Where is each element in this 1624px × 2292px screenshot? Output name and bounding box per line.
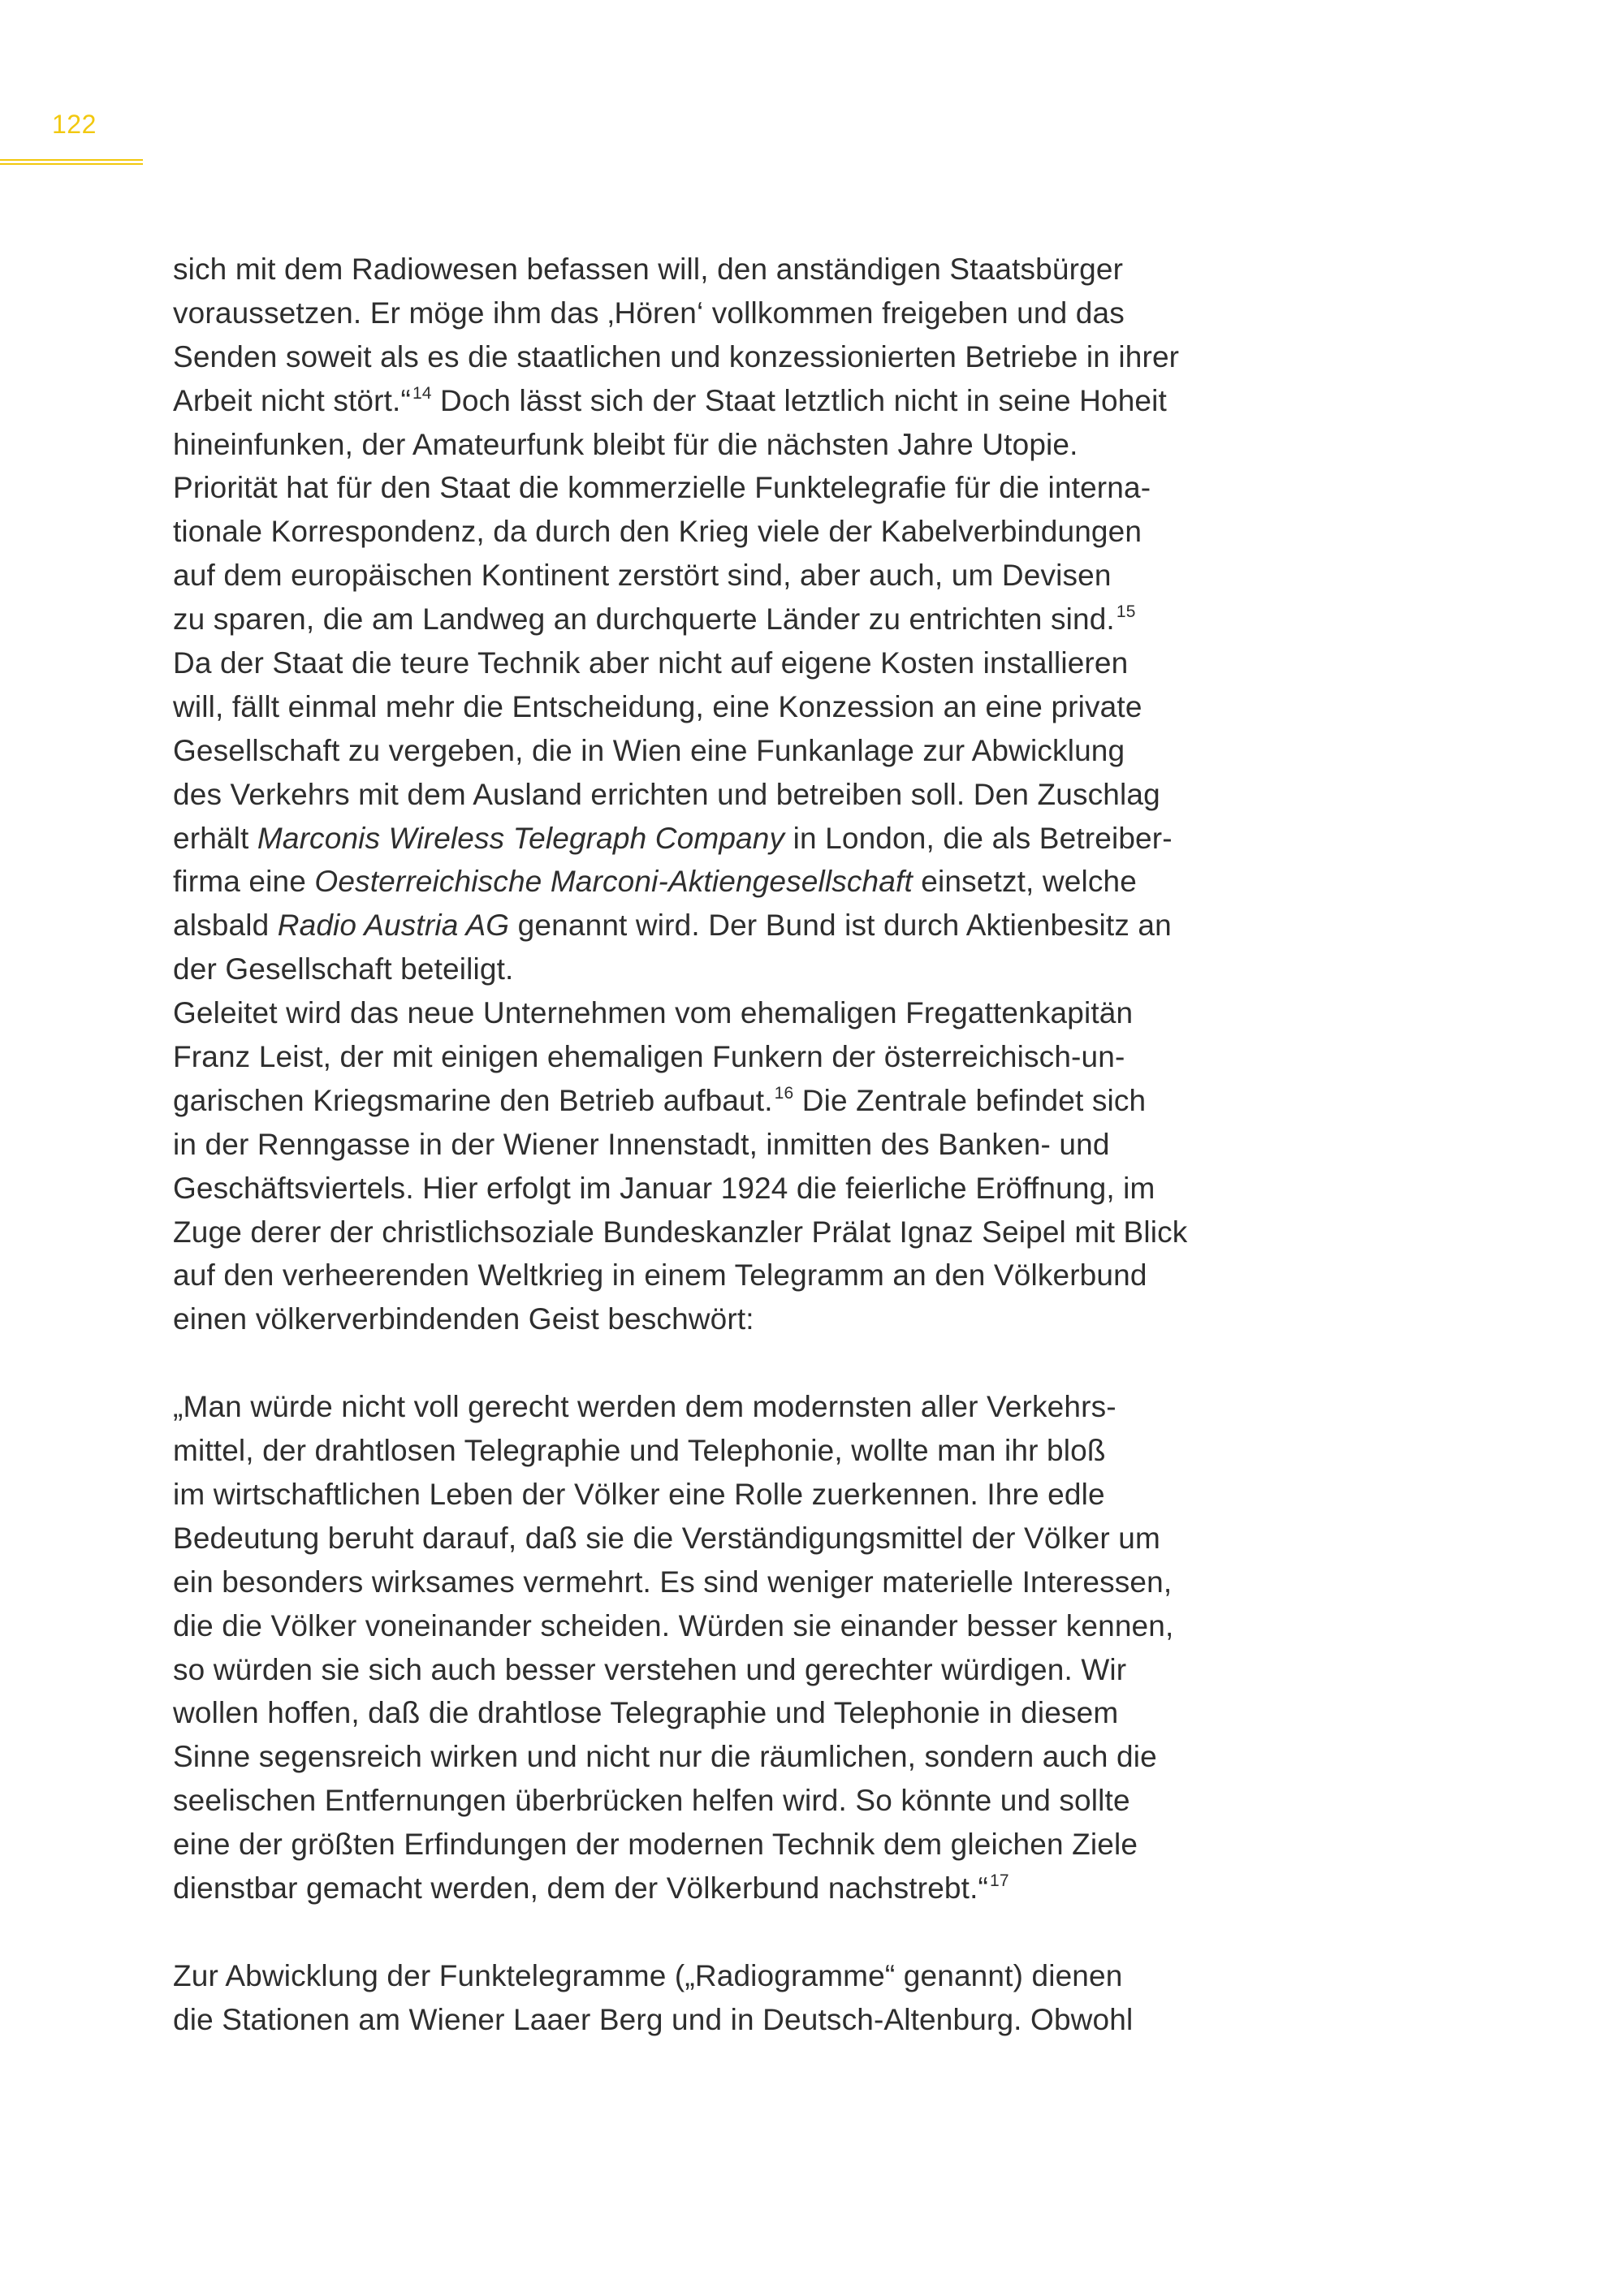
text-run: Da der Staat die teure Technik aber nicht auf eigene Kosten installieren	[173, 646, 1129, 680]
text-run: eine der größten Erfindungen der modernen Technik dem gleichen Ziele	[173, 1828, 1138, 1862]
text-line	[173, 1691, 1310, 1735]
text-run: Senden soweit als es die staatlichen und konzessionierten Betriebe in ihrer	[173, 339, 1180, 373]
text-run: hineinfunken, der Amateurfunk bleibt für die nächsten Jahre Utopie.	[173, 427, 1078, 461]
text-run: Bedeutung beruht darauf, daß sie die Verständigungsmittel der Völker um	[173, 1521, 1160, 1555]
text-line	[173, 1035, 1310, 1079]
text-run: Franz Leist, der mit einigen ehemaligen Funkern der österreichisch-un-	[173, 1040, 1125, 1074]
body-text	[173, 248, 1310, 2042]
text-run: Priorität hat für den Staat die kommerzielle Funktelegrafie für die interna-	[173, 471, 1151, 505]
text-run: einen völkerverbindenden Geist beschwört:	[173, 1302, 754, 1336]
text-line	[173, 1297, 1310, 1341]
text-line	[173, 729, 1310, 773]
text-run: Gesellschaft zu vergeben, die in Wien eine Funkanlage zur Abwicklung	[173, 733, 1125, 767]
text-run: einsetzt, welche	[912, 865, 1137, 899]
text-run: Arbeit nicht stört.“	[173, 383, 411, 417]
text-line	[173, 423, 1310, 467]
text-line	[173, 641, 1310, 685]
text-run: Zuge derer der christlichsoziale Bundeskanzler Prälat Ignaz Seipel mit Blick	[173, 1215, 1188, 1249]
text-line	[173, 1998, 1310, 2042]
text-line	[173, 1954, 1310, 1998]
text-line	[173, 1867, 1310, 1910]
text-run: garischen Kriegsmarine den Betrieb aufbaut.	[173, 1083, 773, 1117]
text-line	[173, 598, 1310, 641]
text-line	[173, 860, 1310, 904]
text-line	[173, 685, 1310, 729]
text-line	[173, 335, 1310, 379]
text-run: des Verkehrs mit dem Ausland errichten und betreiben soll. Den Zuschlag	[173, 777, 1160, 811]
text-run: in der Renngasse in der Wiener Innenstadt, inmitten des Banken- und	[173, 1127, 1110, 1161]
text-line	[173, 1560, 1310, 1604]
text-line	[173, 1473, 1310, 1517]
text-run: „Man würde nicht voll gerecht werden dem modernsten aller Verkehrs-	[173, 1390, 1116, 1424]
text-line	[173, 248, 1310, 291]
text-run: der Gesellschaft beteiligt.	[173, 952, 514, 986]
text-run: mittel, der drahtlosen Telegraphie und Telephonie, wollte man ihr bloß	[173, 1434, 1106, 1468]
footnote-marker[interactable]: 16	[774, 1083, 794, 1103]
footnote-marker[interactable]: 17	[990, 1871, 1009, 1890]
text-line	[173, 1079, 1310, 1123]
text-run: die Stationen am Wiener Laaer Berg und in Deutsch-Altenburg. Obwohl	[173, 2002, 1134, 2036]
text-line	[173, 904, 1310, 947]
text-run: im wirtschaftlichen Leben der Völker eine Rolle zuerkennen. Ihre edle	[173, 1477, 1105, 1511]
footnote-marker[interactable]: 15	[1116, 602, 1136, 622]
text-line	[173, 1735, 1310, 1779]
paragraph	[173, 248, 1310, 1341]
footnote-marker[interactable]: 14	[412, 383, 432, 403]
text-run: wollen hoffen, daß die drahtlose Telegraphie und Telephonie in diesem	[173, 1696, 1119, 1730]
paragraph-gap	[173, 1341, 1310, 1385]
text-line	[173, 379, 1310, 423]
page-number: 122	[52, 110, 97, 139]
text-line	[173, 554, 1310, 598]
text-run: will, fällt einmal mehr die Entscheidung, eine Konzession an eine private	[173, 689, 1142, 723]
italic-title: Marconis Wireless Telegraph Company	[257, 821, 785, 855]
text-run: ein besonders wirksames vermehrt. Es sind weniger materielle Interessen,	[173, 1565, 1173, 1599]
text-line	[173, 1779, 1310, 1823]
text-run: auf dem europäischen Kontinent zerstört sind, aber auch, um Devisen	[173, 559, 1112, 593]
text-run: Die Zentrale befindet sich	[793, 1083, 1147, 1117]
text-line	[173, 510, 1310, 554]
text-run: genannt wird. Der Bund ist durch Aktienbesitz an	[509, 909, 1172, 943]
text-line	[173, 1254, 1310, 1297]
italic-title: Radio Austria AG	[277, 909, 510, 943]
text-run: firma eine	[173, 865, 315, 899]
text-line	[173, 1385, 1310, 1429]
paragraph-gap	[173, 1910, 1310, 1954]
text-line	[173, 466, 1310, 510]
text-run: Doch lässt sich der Staat letztlich nicht in seine Hoheit	[431, 383, 1167, 417]
text-run: so würden sie sich auch besser verstehen und gerechter würdigen. Wir	[173, 1652, 1127, 1686]
text-line	[173, 1517, 1310, 1560]
text-line	[173, 1823, 1310, 1867]
text-line	[173, 1167, 1310, 1211]
page-number-rule	[0, 159, 143, 165]
text-run: seelischen Entfernungen überbrücken helfen wird. So könnte und sollte	[173, 1784, 1130, 1818]
text-line	[173, 291, 1310, 335]
text-run: alsbald	[173, 909, 278, 943]
text-line	[173, 1429, 1310, 1473]
text-run: Zur Abwicklung der Funktelegramme („Radiogramme“ genannt) dienen	[173, 1958, 1123, 1992]
text-line	[173, 773, 1310, 817]
text-run: Geschäftsviertels. Hier erfolgt im Januar 1924 die feierliche Eröffnung, im	[173, 1171, 1155, 1205]
text-line	[173, 1648, 1310, 1692]
text-line	[173, 947, 1310, 991]
text-run: erhält	[173, 821, 257, 855]
text-run: voraussetzen. Er möge ihm das ‚Hören‘ vollkommen freigeben und das	[173, 296, 1125, 330]
text-line	[173, 991, 1310, 1035]
text-line	[173, 1211, 1310, 1254]
block-quote	[173, 1385, 1310, 1910]
text-run: in London, die als Betreiber-	[784, 821, 1173, 855]
text-run: Sinne segensreich wirken und nicht nur die räumlichen, sondern auch die	[173, 1740, 1157, 1774]
text-run: Geleitet wird das neue Unternehmen vom ehemaligen Fregattenkapitän	[173, 996, 1134, 1030]
text-run: zu sparen, die am Landweg an durchquerte Länder zu entrichten sind.	[173, 602, 1115, 637]
italic-title: Oesterreichische Marconi-Aktiengesellschaft	[314, 865, 913, 899]
text-run: tionale Korrespondenz, da durch den Krieg viele der Kabelverbindungen	[173, 515, 1142, 549]
text-run: dienstbar gemacht werden, dem der Völkerbund nachstrebt.“	[173, 1871, 988, 1905]
text-run: sich mit dem Radiowesen befassen will, den anständigen Staatsbürger	[173, 253, 1124, 286]
paragraph	[173, 1954, 1310, 2042]
text-run: auf den verheerenden Weltkrieg in einem Telegramm an den Völkerbund	[173, 1258, 1147, 1293]
text-run: die die Völker voneinander scheiden. Würden sie einander besser kennen,	[173, 1608, 1174, 1642]
text-line	[173, 817, 1310, 861]
text-line	[173, 1123, 1310, 1167]
text-line	[173, 1604, 1310, 1648]
